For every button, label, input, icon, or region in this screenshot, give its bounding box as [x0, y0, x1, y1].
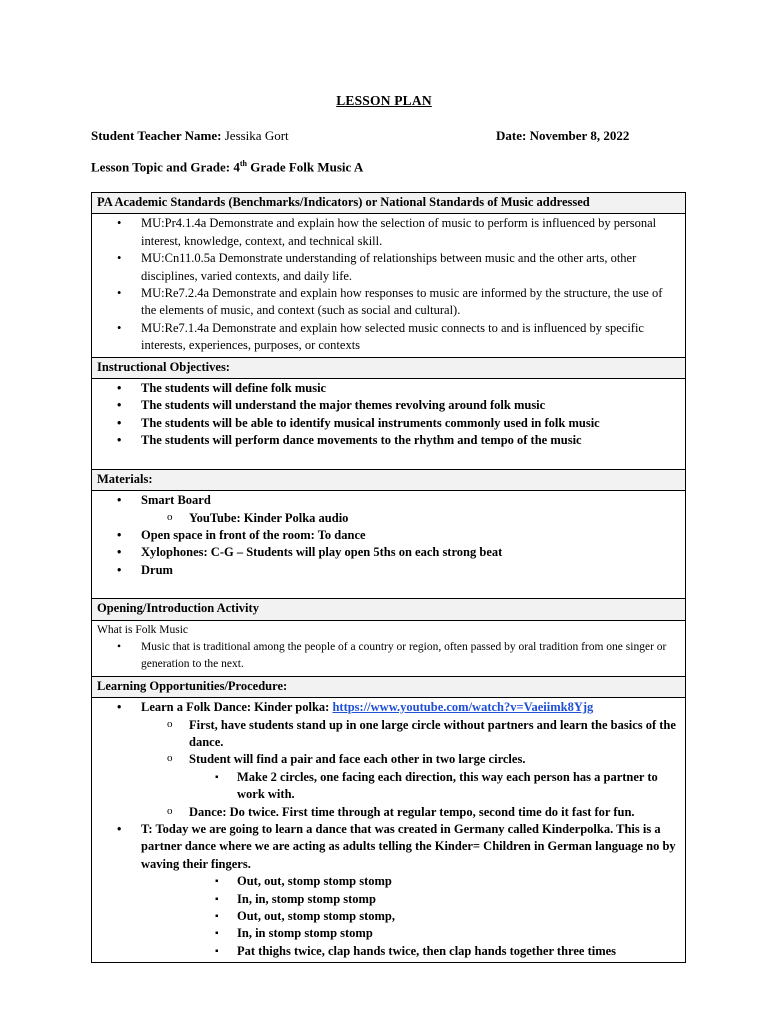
- teacher-name-line: [91, 128, 289, 144]
- list-item: ▪ Pat thighs twice, clap hands twice, then clap hands together three times: [97, 943, 680, 960]
- list-item: • The students will define folk music: [97, 380, 680, 397]
- list-item: o Student will find a pair and face each other in two large circles.: [97, 751, 680, 768]
- standards-list: [97, 215, 680, 354]
- list-item: • Open space in front of the room: To dance: [97, 527, 680, 544]
- list-item: • MU:Pr4.1.4a Demonstrate and explain how the selection of music to perform is influenced by personal interest, knowledge, context, and technical skill.: [97, 215, 680, 250]
- list-item: o Dance: Do twice. First time through at regular tempo, second time do it fast for fun.: [97, 804, 680, 821]
- list-item: • The students will be able to identify musical instruments commonly used in folk music: [97, 415, 680, 432]
- opening-cell: [92, 620, 686, 676]
- list-item: • Smart Board: [97, 492, 680, 509]
- opening-header: Opening/Introduction Activity: [92, 599, 686, 620]
- topic-superscript: th: [239, 159, 247, 168]
- dance-video-link[interactable]: https://www.youtube.com/watch?v=Vaeiimk8Yjg: [332, 700, 594, 715]
- teacher-name-label: Student Teacher Name:: [91, 128, 222, 143]
- materials-list: [97, 492, 680, 579]
- list-item: • MU:Re7.2.4a Demonstrate and explain how responses to music are informed by the structure, the use of the elements of music, and context (such as social and cultural).: [97, 285, 680, 320]
- objectives-list: [97, 380, 680, 450]
- list-item: • MU:Re7.1.4a Demonstrate and explain how selected music connects to and is influenced by specific interests, experiences, purposes, or contexts: [97, 320, 680, 355]
- topic-label: Lesson Topic and Grade: 4: [91, 159, 240, 175]
- list-item: ▪ Make 2 circles, one facing each direction, this way each person has a partner to work with.: [97, 769, 680, 804]
- standards-cell: [92, 214, 686, 357]
- list-item: o YouTube: Kinder Polka audio: [97, 510, 680, 527]
- list-item: • T: Today we are going to learn a dance that was created in Germany called Kinderpolka. This is a partner dance where we are acting as adults telling the Kinder= Children in German language no by waving their fingers.: [97, 821, 680, 873]
- list-item: o First, have students stand up in one large circle without partners and learn the basics of the dance.: [97, 717, 680, 752]
- materials-cell: [92, 491, 686, 599]
- teacher-name-value: Jessika Gort: [224, 128, 289, 143]
- list-item: ▪ In, in, stomp stomp stomp: [97, 891, 680, 908]
- list-item: • Music that is traditional among the people of a country or region, often passed by oral tradition from one singer or generation to the next.: [97, 639, 680, 674]
- list-item: ▪ Out, out, stomp stomp stomp: [97, 873, 680, 890]
- materials-header: Materials:: [92, 469, 686, 490]
- list-item: • The students will perform dance movements to the rhythm and tempo of the music: [97, 432, 680, 449]
- dance-label: Learn a Folk Dance: Kinder polka:: [141, 700, 333, 715]
- list-item: • Drum: [97, 562, 680, 579]
- topic-label-rest: Grade Folk Music A: [246, 159, 364, 175]
- objectives-cell: [92, 379, 686, 470]
- opening-list: [97, 639, 680, 674]
- learning-cell: [92, 698, 686, 963]
- list-item: • MU:Cn11.0.5a Demonstrate understanding of relationships between music and the other arts, other disciplines, varied contexts, and daily life.: [97, 250, 680, 285]
- opening-question: What is Folk Music: [97, 623, 189, 636]
- list-item: • Xylophones: C-G – Students will play open 5ths on each strong beat: [97, 544, 680, 561]
- list-item: [97, 699, 680, 716]
- list-item: ▪ Out, out, stomp stomp stomp,: [97, 908, 680, 925]
- learning-header: Learning Opportunities/Procedure:: [92, 676, 686, 697]
- learning-list: [97, 699, 680, 960]
- topic-line: [91, 159, 363, 175]
- objectives-header: Instructional Objectives:: [92, 357, 686, 378]
- date-line: Date: November 8, 2022: [496, 128, 630, 143]
- list-item: • The students will understand the major themes revolving around folk music: [97, 397, 680, 414]
- lesson-plan-table: [91, 192, 686, 963]
- list-item: ▪ In, in stomp stomp stomp: [97, 925, 680, 942]
- page-title: LESSON PLAN: [336, 93, 432, 108]
- standards-header: PA Academic Standards (Benchmarks/Indicators) or National Standards of Music addressed: [92, 193, 686, 214]
